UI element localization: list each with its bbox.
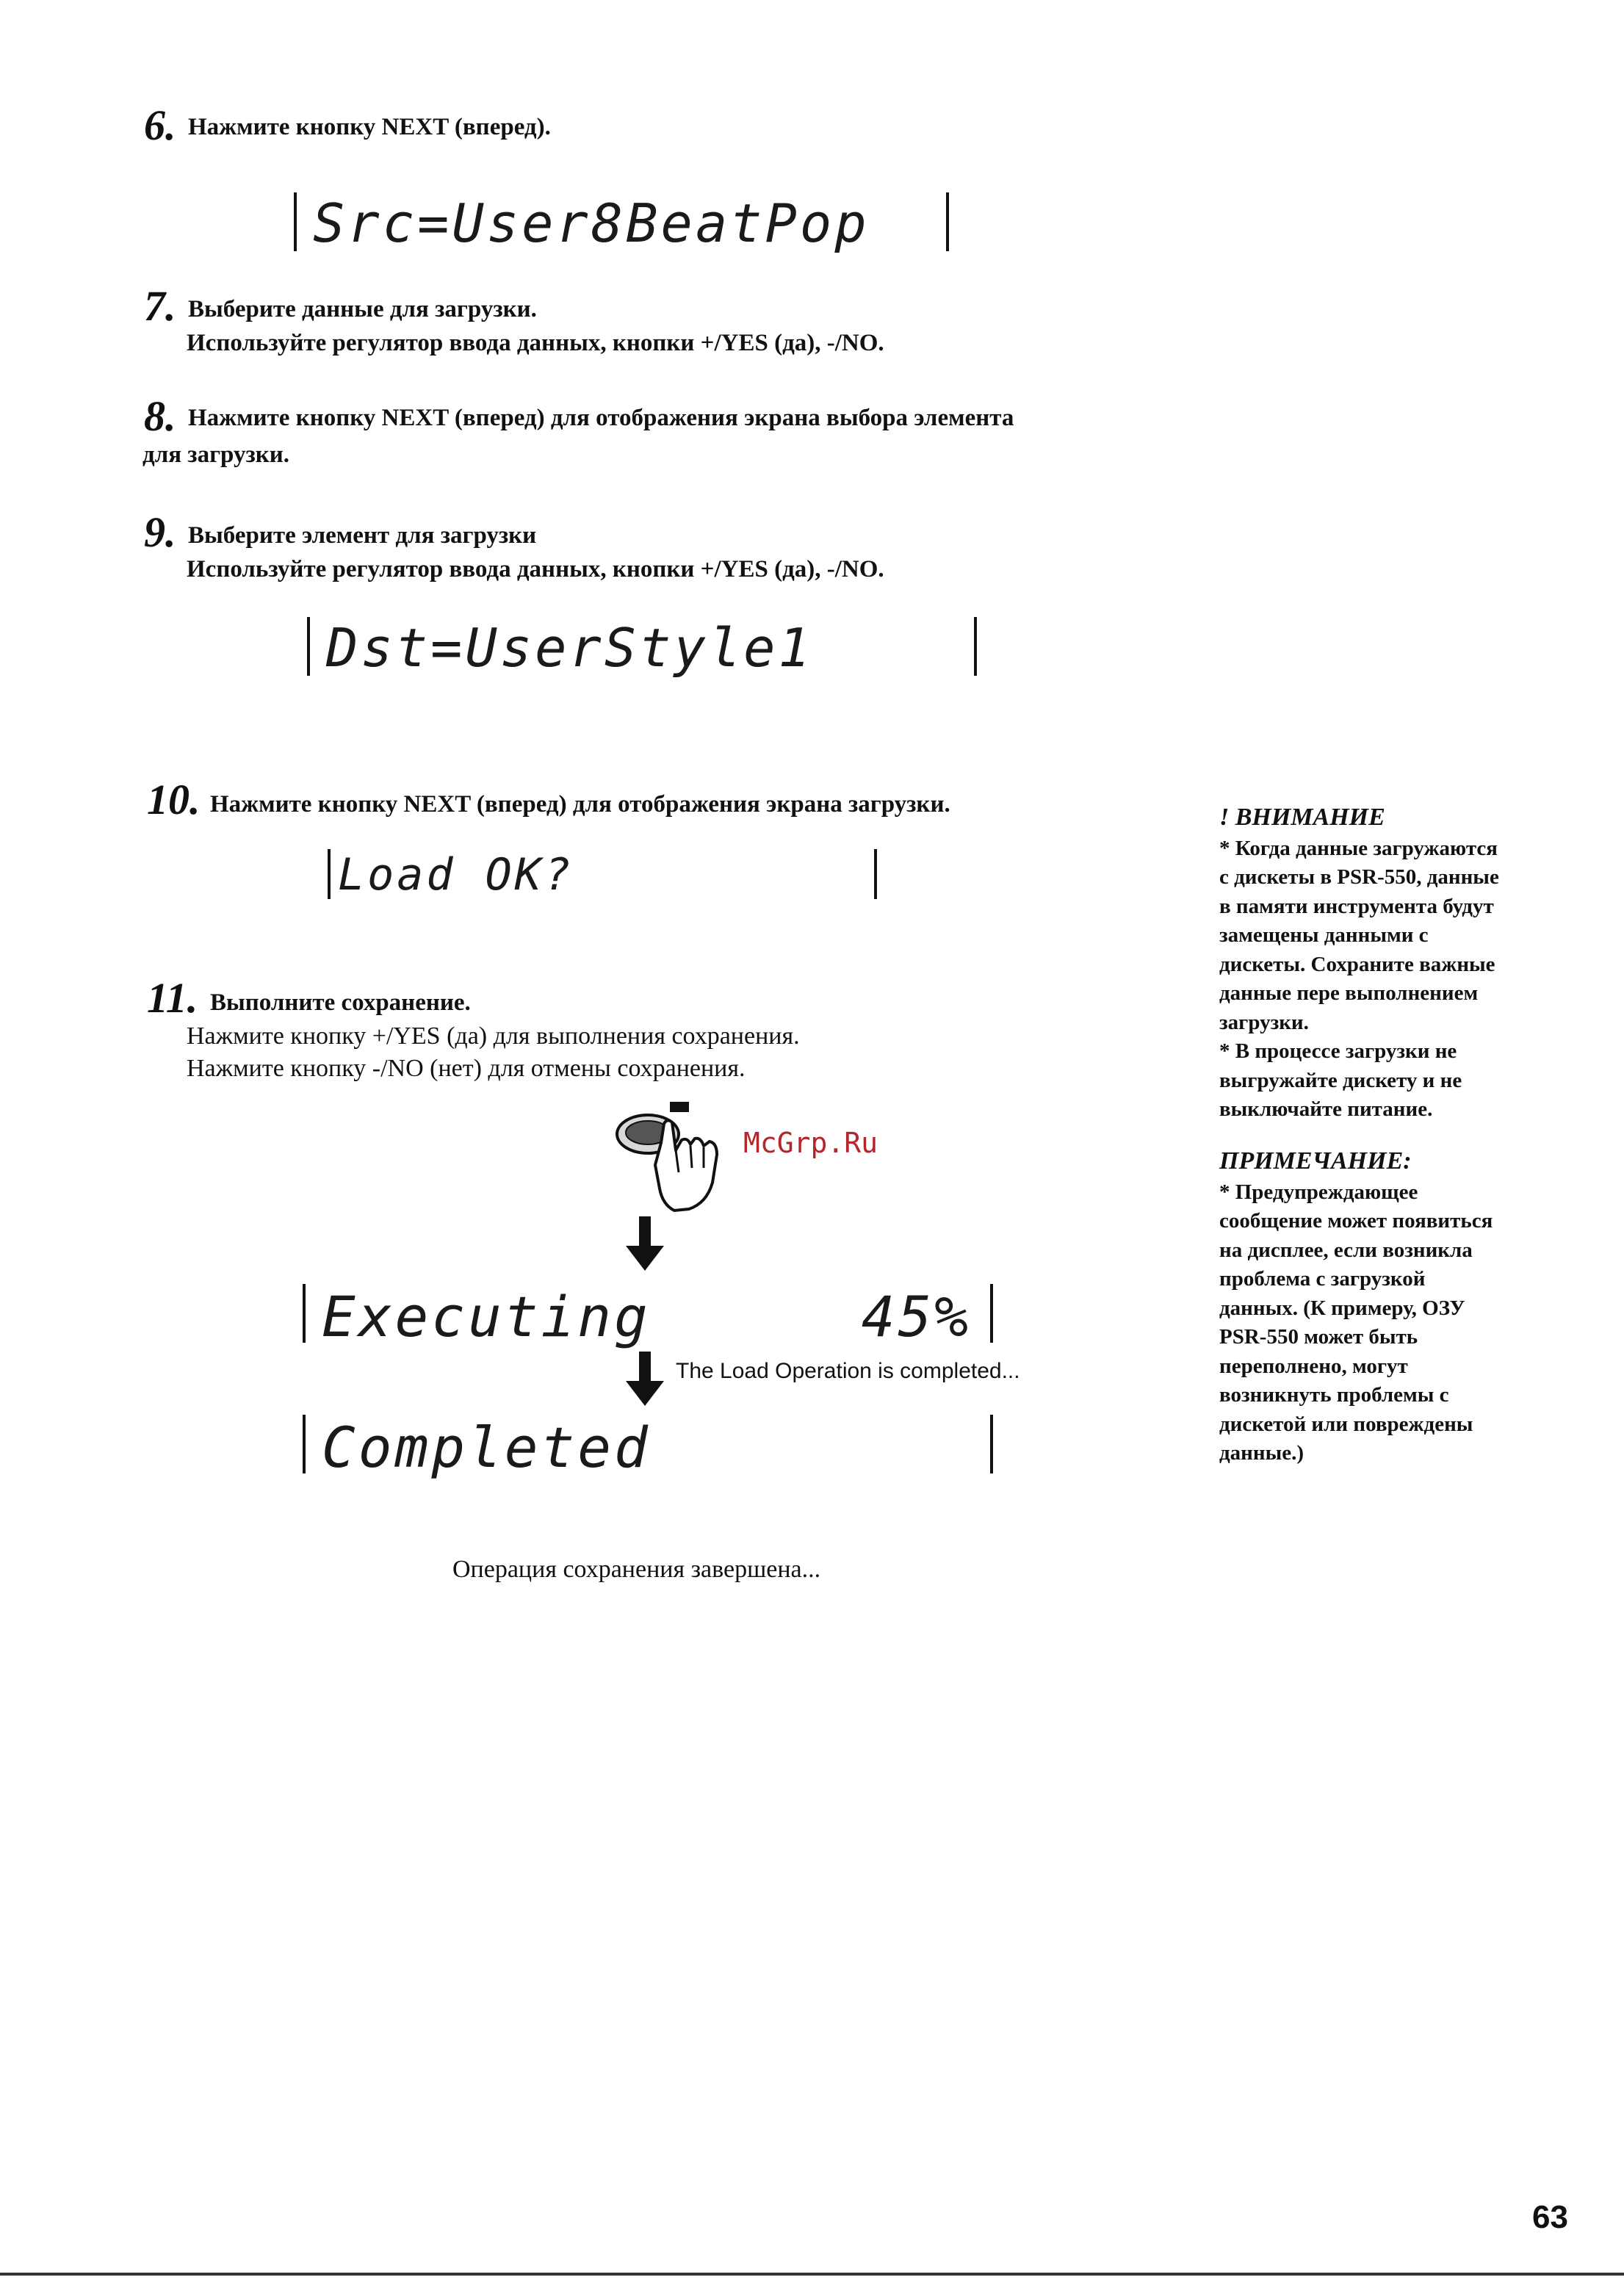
note-line: переполнено, могут [1219, 1354, 1408, 1378]
lcd-dst-text: Dst=UserStyle1 [326, 617, 813, 679]
lcd-completed-display [303, 1415, 993, 1480]
note-line: дискетой или повреждены [1219, 1412, 1473, 1436]
save-complete-caption: Операция сохранения завершена... [452, 1556, 821, 1583]
warning-line: * В процессе загрузки не [1219, 1039, 1457, 1064]
note-line: данных. (К примеру, ОЗУ [1219, 1296, 1465, 1320]
warning-line: в памяти инструмента будут [1219, 894, 1494, 918]
step-8-text-cont: для загрузки. [142, 441, 290, 468]
warning-text [1219, 834, 1499, 1124]
warning-line: загрузки. [1219, 1010, 1309, 1034]
note-line: возникнуть проблемы с [1219, 1383, 1449, 1407]
lcd-dst-display [307, 617, 977, 679]
lcd-load-display [328, 849, 877, 899]
warning-line: данные пере выполнением [1219, 981, 1479, 1006]
step-number-7: 7. [144, 282, 176, 330]
warning-line: замещены данными с [1219, 923, 1429, 948]
step-number-10: 10. [147, 776, 201, 823]
hand-pressing-button-icon [602, 1092, 749, 1215]
step-11-text: Выполните сохранение. [210, 989, 471, 1016]
lcd-src-display [294, 192, 949, 254]
load-complete-caption: The Load Operation is completed... [676, 1359, 1020, 1383]
note-title: ПРИМЕЧАНИЕ: [1219, 1147, 1412, 1175]
step-7-subtext: Используйте регулятор ввода данных, кнопки +/YES (да), -/NO. [187, 330, 884, 356]
warning-line: * Когда данные загружаются [1219, 837, 1498, 860]
step-8-text: Нажмите кнопку NEXT (вперед) для отображения экрана выбора элемента [188, 405, 1014, 431]
step-number-9: 9. [144, 508, 176, 556]
step-6-text: Нажмите кнопку NEXT (вперед). [188, 114, 551, 140]
step-number-6: 6. [144, 101, 176, 149]
warning-line: дискеты. Сохраните важные [1219, 952, 1495, 976]
note-line: на дисплее, если возникла [1219, 1238, 1473, 1262]
page-bottom-edge [0, 2273, 1624, 2276]
down-arrow-icon [623, 1352, 667, 1407]
watermark-text: McGrp.Ru [743, 1127, 878, 1159]
lcd-executing-text: Executing [322, 1284, 651, 1349]
page-number: 63 [1532, 2199, 1568, 2235]
lcd-executing-display [303, 1284, 993, 1349]
note-line: PSR-550 может быть [1219, 1325, 1418, 1349]
lcd-progress-percent: 45% [861, 1284, 971, 1349]
warning-line: с дискеты в PSR-550, данные [1219, 865, 1499, 890]
step-11-no-text: Нажмите кнопку -/NO (нет) для отмены сохранения. [187, 1055, 746, 1082]
note-line: * Предупреждающее [1219, 1180, 1418, 1204]
step-number-11: 11. [147, 974, 198, 1022]
step-10-text: Нажмите кнопку NEXT (вперед) для отображения экрана загрузки. [210, 791, 950, 818]
note-text [1219, 1178, 1493, 1468]
step-7-text: Выберите данные для загрузки. [188, 296, 537, 322]
lcd-load-text: Load OK? [338, 849, 574, 901]
step-9-subtext: Используйте регулятор ввода данных, кнопки +/YES (да), -/NO. [187, 556, 884, 582]
step-number-8: 8. [144, 392, 176, 440]
lcd-src-text: Src=User8BeatPop [313, 192, 870, 254]
warning-title: ! ВНИМАНИЕ [1219, 804, 1385, 831]
step-9-text: Выберите элемент для загрузки [188, 522, 537, 549]
note-line: данные.) [1219, 1440, 1304, 1465]
warning-line: выключайте питание. [1219, 1097, 1433, 1121]
step-11-yes-text: Нажмите кнопку +/YES (да) для выполнения сохранения. [187, 1022, 800, 1050]
down-arrow-icon [623, 1216, 667, 1272]
warning-line: выгружайте дискету и не [1219, 1068, 1462, 1092]
lcd-completed-text: Completed [322, 1415, 651, 1480]
note-line: сообщение может появиться [1219, 1209, 1493, 1233]
note-line: проблема с загрузкой [1219, 1267, 1426, 1291]
